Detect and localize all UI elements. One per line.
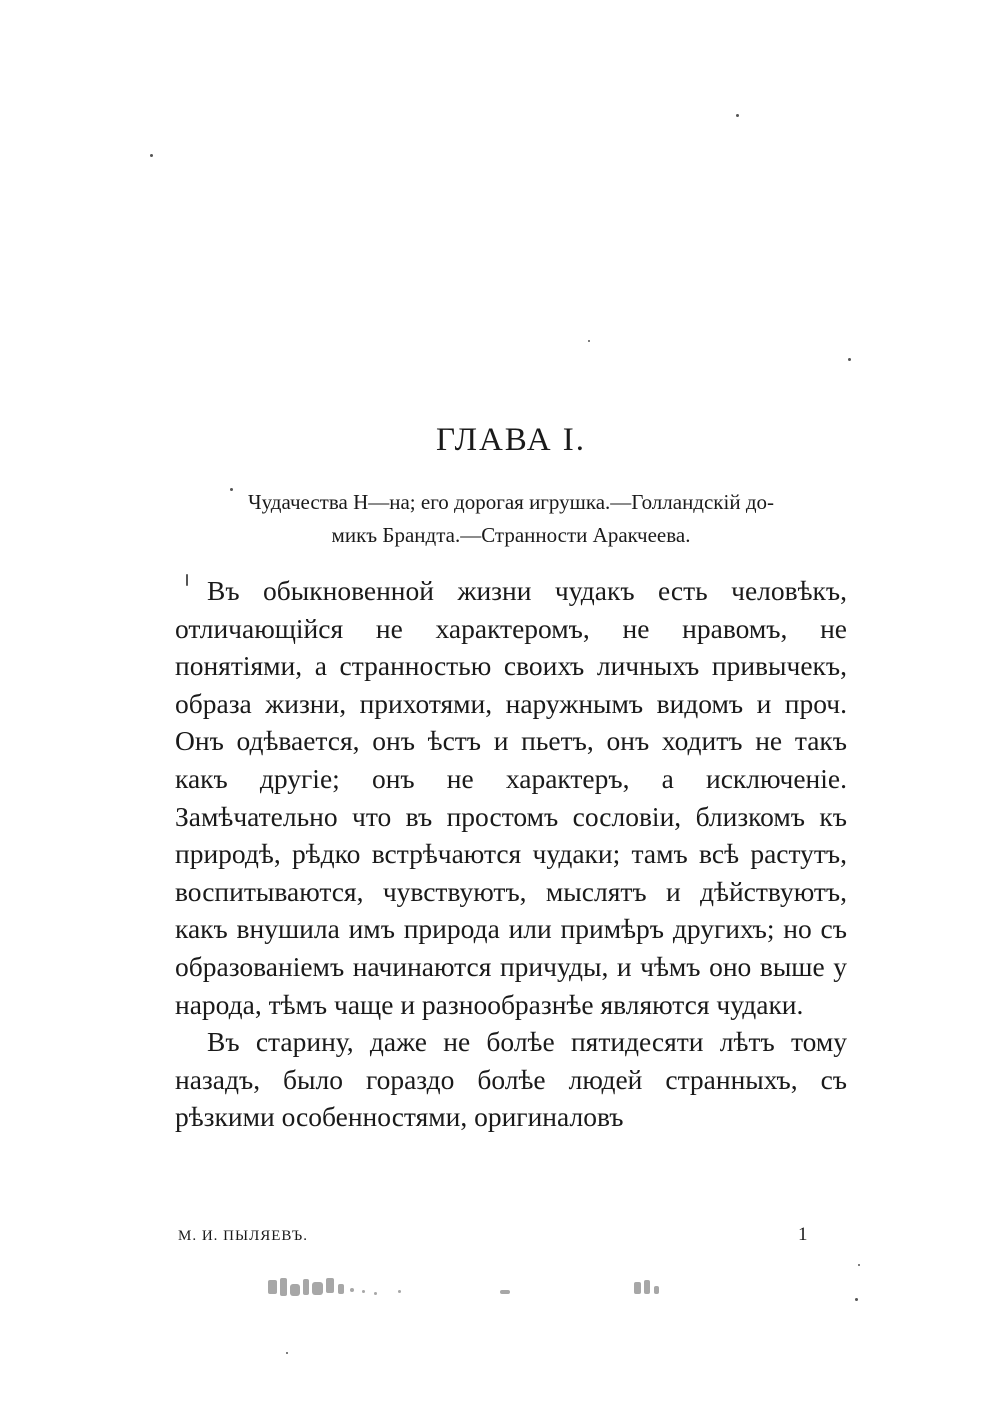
- paper-speck: [858, 1264, 860, 1266]
- page-number: 1: [798, 1224, 808, 1245]
- chapter-title: ГЛАВА I.: [435, 422, 587, 458]
- paragraph-2: Въ старину, даже не болѣе пятидесяти лѣтъ тому назадъ, было гораздо болѣе людей странныхъ, съ рѣзкими особенностями, оригиналовъ: [175, 1026, 847, 1133]
- paper-speck: [230, 488, 233, 491]
- paper-speck: [186, 574, 188, 586]
- summary-line-2: микъ Брандта.—Странности Аракчеева.: [331, 523, 691, 547]
- faded-stamp-marks: [262, 1270, 682, 1310]
- chapter-summary: [175, 486, 847, 552]
- paper-speck: [150, 154, 153, 157]
- paper-speck: [736, 114, 739, 117]
- paper-speck: [848, 358, 851, 361]
- paper-speck: [286, 1352, 288, 1354]
- paper-speck: [855, 1298, 858, 1301]
- chapter-body: [175, 572, 847, 1136]
- footer-signature: М. И. ПЫЛЯЕВЪ.: [178, 1228, 308, 1244]
- paper-speck: [588, 340, 590, 342]
- paragraph-1: Въ обыкновенной жизни чудакъ есть человѣкъ, отличающійся не характеромъ, не нравомъ, не понятіями, а странностью своихъ личныхъ привычекъ, образа жизни, прихотями, наружнымъ видомъ и проч. Онъ одѣвается, онъ ѣстъ и пьетъ, онъ ходитъ не такъ какъ другіе; онъ не характеръ, а исключеніе. Замѣчательно что въ простомъ сословіи, близкомъ къ природѣ, рѣдко встрѣчаются чудаки; тамъ всѣ растутъ, воспитываются, чувствуютъ, мыслятъ и дѣйствуютъ, какъ внушила имъ природа или примѣръ другихъ; но съ образованіемъ начинаются причуды, и чѣмъ оно выше у народа, тѣмъ чаще и разнообразнѣе являются чудаки.: [175, 575, 847, 1020]
- summary-line-1: Чудачества Н—на; его дорогая игрушка.—Голландскій до-: [247, 490, 775, 514]
